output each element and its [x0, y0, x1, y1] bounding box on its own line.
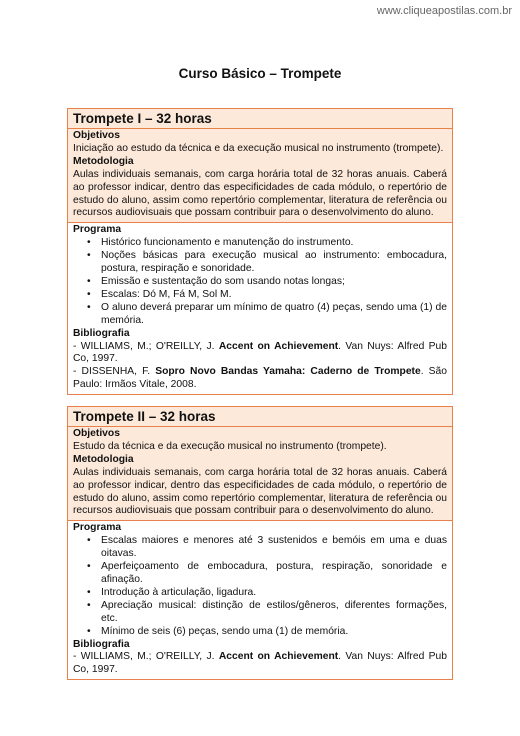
- objetivos-text: Iniciação ao estudo da técnica e da execução musical no instrumento (trompete).: [73, 142, 444, 154]
- metodologia-heading: Metodologia: [73, 453, 134, 465]
- metodologia-text: Aulas individuais semanais, com carga horária total de 32 horas anuais. Caberá ao professor indicar, dentro das especificidades de cada módulo, o repertório de estudo do aluno, assim como repertório complementar, literatura de referência ou recursos audiovisuais que possam contribuir para o desenvolvimento do aluno.: [73, 168, 447, 219]
- bibliografia-heading: Bibliografia: [73, 327, 130, 339]
- course-table-trompete-1: [67, 108, 453, 395]
- bib-authors: - DISSENHA, F.: [73, 366, 156, 378]
- list-item: • Escalas maiores e menores até 3 sustenidos e bemóis em uma e duas oitavas.: [87, 535, 447, 561]
- programa-list: [73, 535, 447, 638]
- list-item: • Escalas: Dó M, Fá M, Sol M.: [87, 289, 447, 302]
- bib-publisher: . Van Nuys: Alfred Pub Co, 1997.: [73, 340, 447, 365]
- bib-title: Accent on Achievement: [218, 651, 339, 663]
- list-item: • Histórico funcionamento e manutenção do instrumento.: [87, 237, 447, 250]
- list-item: • Mínimo de seis (6) peças, sendo uma (1) de memória.: [87, 626, 447, 639]
- metodologia-heading: Metodologia: [73, 155, 134, 167]
- bibliografia-entry: [73, 651, 447, 677]
- list-item: • Apreciação musical: distinção de estilos/gêneros, diferentes formações, etc.: [87, 600, 447, 626]
- bibliografia-heading: Bibliografia: [73, 638, 130, 650]
- objetivos-heading: Objetivos: [73, 130, 120, 141]
- course-table-trompete-2: [67, 406, 453, 680]
- course-title: Trompete I – 32 horas: [68, 109, 452, 129]
- page-title: Curso Básico – Trompete: [178, 66, 342, 81]
- bibliografia-entry: [73, 366, 447, 392]
- programa-section: [68, 520, 452, 679]
- list-item: • Aperfeiçoamento de embocadura, postura, respiração, sonoridade e afinação.: [87, 561, 447, 587]
- programa-heading: Programa: [73, 522, 122, 534]
- objetivos-heading: Objetivos: [73, 428, 120, 439]
- bib-authors: - WILLIAMS, M.; O'REILLY, J.: [73, 340, 219, 352]
- list-item: • O aluno deverá preparar um mínimo de quatro (4) peças, sendo uma (1) de memória.: [87, 302, 447, 328]
- objetivos-section: [68, 427, 452, 520]
- list-item: • Introdução à articulação, ligadura.: [87, 587, 447, 600]
- programa-section: [68, 222, 452, 394]
- list-item: • Emissão e sustentação do som usando notas longas;: [87, 276, 447, 289]
- watermark-url: www.cliqueapostilas.com.br: [376, 5, 512, 17]
- objetivos-text: Estudo da técnica e da execução musical no instrumento (trompete).: [73, 440, 387, 452]
- course-title: Trompete II – 32 horas: [68, 407, 452, 427]
- list-item: • Noções básicas para execução musical ao instrumento: embocadura, postura, respiração e sonoridade.: [87, 250, 447, 276]
- bib-publisher: . São Paulo: Irmãos Vitale, 2008.: [73, 366, 447, 391]
- bibliografia-entry: [73, 341, 447, 367]
- metodologia-text: Aulas individuais semanais, com carga horária total de 32 horas anuais. Caberá ao professor indicar, dentro das especificidades de cada módulo, o repertório de estudo do aluno, assim como repertório complementar, literatura de referência ou recursos audiovisuais que possam contribuir para o desenvolvimento do aluno.: [73, 466, 447, 517]
- bib-publisher: . Van Nuys: Alfred Pub Co, 1997.: [73, 651, 447, 676]
- programa-heading: Programa: [73, 224, 122, 236]
- objetivos-section: [68, 129, 452, 222]
- bib-authors: - WILLIAMS, M.; O'REILLY, J.: [73, 651, 219, 663]
- bib-title: Sopro Novo Bandas Yamaha: Caderno de Trompete: [155, 366, 421, 378]
- programa-list: [73, 237, 447, 327]
- bib-title: Accent on Achievement: [218, 340, 339, 352]
